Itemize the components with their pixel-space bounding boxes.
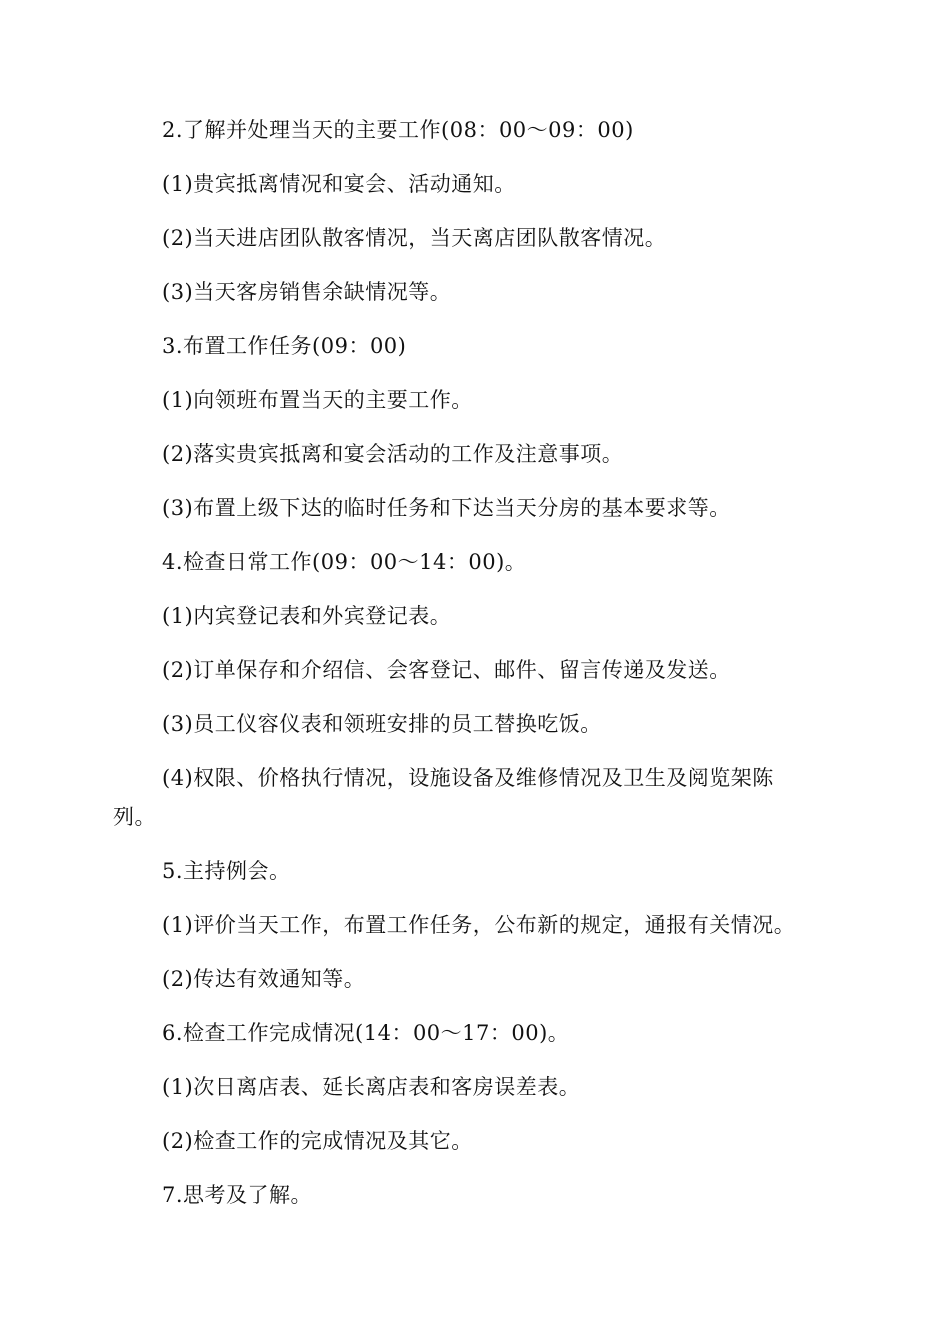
list-item: (1)贵宾抵离情况和宴会、活动通知。 (162, 172, 516, 196)
section-heading-4: 4.检查日常工作(09：00～14：00)。 (162, 550, 527, 574)
list-item: (1)评价当天工作，布置工作任务，公布新的规定，通报有关情况。 (162, 913, 796, 937)
section-heading-2: 2.了解并处理当天的主要工作(08：00～09：00) (162, 118, 634, 142)
list-item: (2)传达有效通知等。 (162, 967, 366, 991)
list-item: (3)员工仪容仪表和领班安排的员工替换吃饭。 (162, 712, 602, 736)
list-item: (2)当天进店团队散客情况，当天离店团队散客情况。 (162, 226, 667, 250)
section-heading-7: 7.思考及了解。 (162, 1183, 313, 1207)
section-heading-5: 5.主持例会。 (162, 859, 291, 883)
section-heading-6: 6.检查工作完成情况(14：00～17：00)。 (162, 1021, 570, 1045)
list-item: (1)向领班布置当天的主要工作。 (162, 388, 473, 412)
list-item: (3)当天客房销售余缺情况等。 (162, 280, 452, 304)
list-item: (2)检查工作的完成情况及其它。 (162, 1129, 473, 1153)
list-item: (1)内宾登记表和外宾登记表。 (162, 604, 452, 628)
section-heading-3: 3.布置工作任务(09：00) (162, 334, 407, 358)
list-item: (2)订单保存和介绍信、会客登记、邮件、留言传递及发送。 (162, 658, 731, 682)
list-item: (1)次日离店表、延长离店表和客房误差表。 (162, 1075, 581, 1099)
list-item: (2)落实贵宾抵离和宴会活动的工作及注意事项。 (162, 442, 624, 466)
list-item: (4)权限、价格执行情况，设施设备及维修情况及卫生及阅览架陈 (162, 766, 774, 790)
list-item: (3)布置上级下达的临时任务和下达当天分房的基本要求等。 (162, 496, 731, 520)
list-item-continuation: 列。 (113, 805, 156, 829)
